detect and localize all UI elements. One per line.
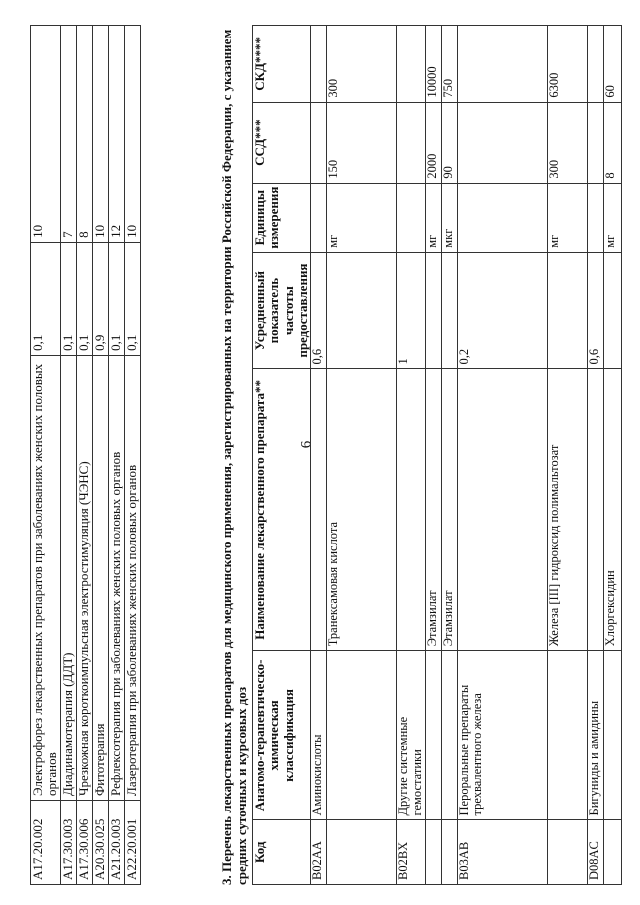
procedure-name: Фитотерапия	[92, 355, 108, 800]
drug-freq	[327, 252, 397, 369]
procedure-freq: 0,1	[31, 242, 61, 355]
procedure-row	[108, 26, 124, 885]
drug-skd: 750	[441, 26, 457, 103]
drug-ssd	[587, 102, 603, 183]
drug-atc: Аминокислоты	[311, 651, 327, 820]
drug-atc: Бигуниды и амидины	[587, 651, 603, 820]
drug-freq: 0,2	[457, 252, 547, 369]
drug-skd: 6300	[547, 26, 587, 103]
drug-name: Этамзилат	[425, 369, 441, 651]
procedure-mult: 10	[92, 26, 108, 243]
procedure-code: A17.30.006	[76, 800, 92, 884]
drug-unit	[311, 183, 327, 252]
procedure-name: Электрофорез лекарственных препаратов при заболеваниях женских половых органов	[31, 355, 61, 800]
drug-unit	[587, 183, 603, 252]
drug-freq	[441, 252, 457, 369]
drug-atc	[441, 651, 457, 820]
section-heading: 3. Перечень лекарственных препаратов для медицинского применения, зарегистрированных на территории Российской Федерации, с указанием средних суточных и курсовых доз	[219, 29, 249, 885]
drug-ssd	[397, 102, 426, 183]
drug-name: Железа [III] гидроксид полимальтозат	[547, 369, 587, 651]
drug-code	[603, 820, 621, 885]
drug-freq	[603, 252, 621, 369]
drug-code	[441, 820, 457, 885]
drug-ssd: 8	[603, 102, 621, 183]
header-skd: СКД****	[253, 26, 311, 103]
procedure-row	[92, 26, 108, 885]
drug-ssd: 150	[327, 102, 397, 183]
drug-skd: 60	[603, 26, 621, 103]
procedure-row	[76, 26, 92, 885]
drug-freq: 0,6	[587, 252, 603, 369]
procedure-freq: 0,1	[108, 242, 124, 355]
drug-unit	[397, 183, 426, 252]
procedure-mult: 8	[76, 26, 92, 243]
drug-unit: мг	[547, 183, 587, 252]
drug-freq: 1	[397, 252, 426, 369]
drug-atc	[547, 651, 587, 820]
drug-name: Этамзилат	[441, 369, 457, 651]
drug-ssd	[457, 102, 547, 183]
drugs-table	[252, 25, 622, 885]
drug-skd: 300	[327, 26, 397, 103]
procedures-table	[30, 25, 141, 885]
header-freq: Усредненный показатель частоты предоставления	[253, 252, 311, 369]
procedure-code: A21.20.003	[108, 800, 124, 884]
procedure-mult: 7	[60, 26, 76, 243]
drug-row	[311, 26, 327, 885]
drug-ssd: 90	[441, 102, 457, 183]
drug-row	[547, 26, 587, 885]
procedure-mult: 10	[31, 26, 61, 243]
drug-unit: мг	[603, 183, 621, 252]
procedure-freq: 0,1	[124, 242, 140, 355]
drug-name	[311, 369, 327, 651]
drug-unit	[457, 183, 547, 252]
drug-row	[327, 26, 397, 885]
header-atc: Анатомо-терапевтическо-химическая классификация	[253, 651, 311, 820]
drug-name: Транексамовая кислота	[327, 369, 397, 651]
drug-row	[425, 26, 441, 885]
drug-row	[587, 26, 603, 885]
header-ssd: ССД***	[253, 102, 311, 183]
drug-unit: мкг	[441, 183, 457, 252]
drug-atc	[327, 651, 397, 820]
drug-skd	[311, 26, 327, 103]
drug-skd	[397, 26, 426, 103]
procedure-mult: 12	[108, 26, 124, 243]
drug-freq	[425, 252, 441, 369]
page-number: 6	[298, 440, 315, 449]
drug-code	[425, 820, 441, 885]
procedure-code: A17.30.003	[60, 800, 76, 884]
header-unit: Единицы измерения	[253, 183, 311, 252]
drug-unit: мг	[327, 183, 397, 252]
header-drug: Наименование лекарственного препарата**	[253, 369, 311, 651]
procedure-row	[124, 26, 140, 885]
drug-row	[603, 26, 621, 885]
procedure-name: Рефлексотерапия при заболеваниях женских половых органов	[108, 355, 124, 800]
procedure-code: A17.20.002	[31, 800, 61, 884]
drug-ssd	[311, 102, 327, 183]
procedure-code: A20.30.025	[92, 800, 108, 884]
drug-name	[587, 369, 603, 651]
procedure-name: Чрезкожная короткоимпульсная электростимуляция (ЧЭНС)	[76, 355, 92, 800]
procedure-row	[60, 26, 76, 885]
drug-code: B03AB	[457, 820, 547, 885]
procedure-name: Лазеротерапия при заболеваниях женских половых органов	[124, 355, 140, 800]
drug-name: Хлоргексидин	[603, 369, 621, 651]
procedure-mult: 10	[124, 26, 140, 243]
drug-freq	[547, 252, 587, 369]
drug-unit: мг	[425, 183, 441, 252]
procedure-freq: 0,1	[76, 242, 92, 355]
procedure-freq: 0,9	[92, 242, 108, 355]
procedure-freq: 0,1	[60, 242, 76, 355]
drug-atc	[603, 651, 621, 820]
drug-code: D08AC	[587, 820, 603, 885]
drug-code: B02BX	[397, 820, 426, 885]
drug-name	[397, 369, 426, 651]
drug-atc: Пероральные препараты трехвалентного железа	[457, 651, 547, 820]
drug-ssd: 300	[547, 102, 587, 183]
procedure-name: Диадинамотерапия (ДДТ)	[60, 355, 76, 800]
drug-skd: 10000	[425, 26, 441, 103]
drug-skd	[457, 26, 547, 103]
drug-code: B02AA	[311, 820, 327, 885]
drug-ssd: 2000	[425, 102, 441, 183]
drugs-header-row	[253, 26, 311, 885]
drug-atc: Другие системные гемостатики	[397, 651, 426, 820]
drug-freq: 0,6	[311, 252, 327, 369]
procedure-row	[31, 26, 61, 885]
drug-row	[457, 26, 547, 885]
drug-skd	[587, 26, 603, 103]
drug-row	[441, 26, 457, 885]
drug-code	[547, 820, 587, 885]
drug-code	[327, 820, 397, 885]
drug-row	[397, 26, 426, 885]
procedure-code: A22.20.001	[124, 800, 140, 884]
header-code: Код	[253, 820, 311, 885]
rotated-page	[30, 25, 615, 885]
drug-name	[457, 369, 547, 651]
drug-atc	[425, 651, 441, 820]
